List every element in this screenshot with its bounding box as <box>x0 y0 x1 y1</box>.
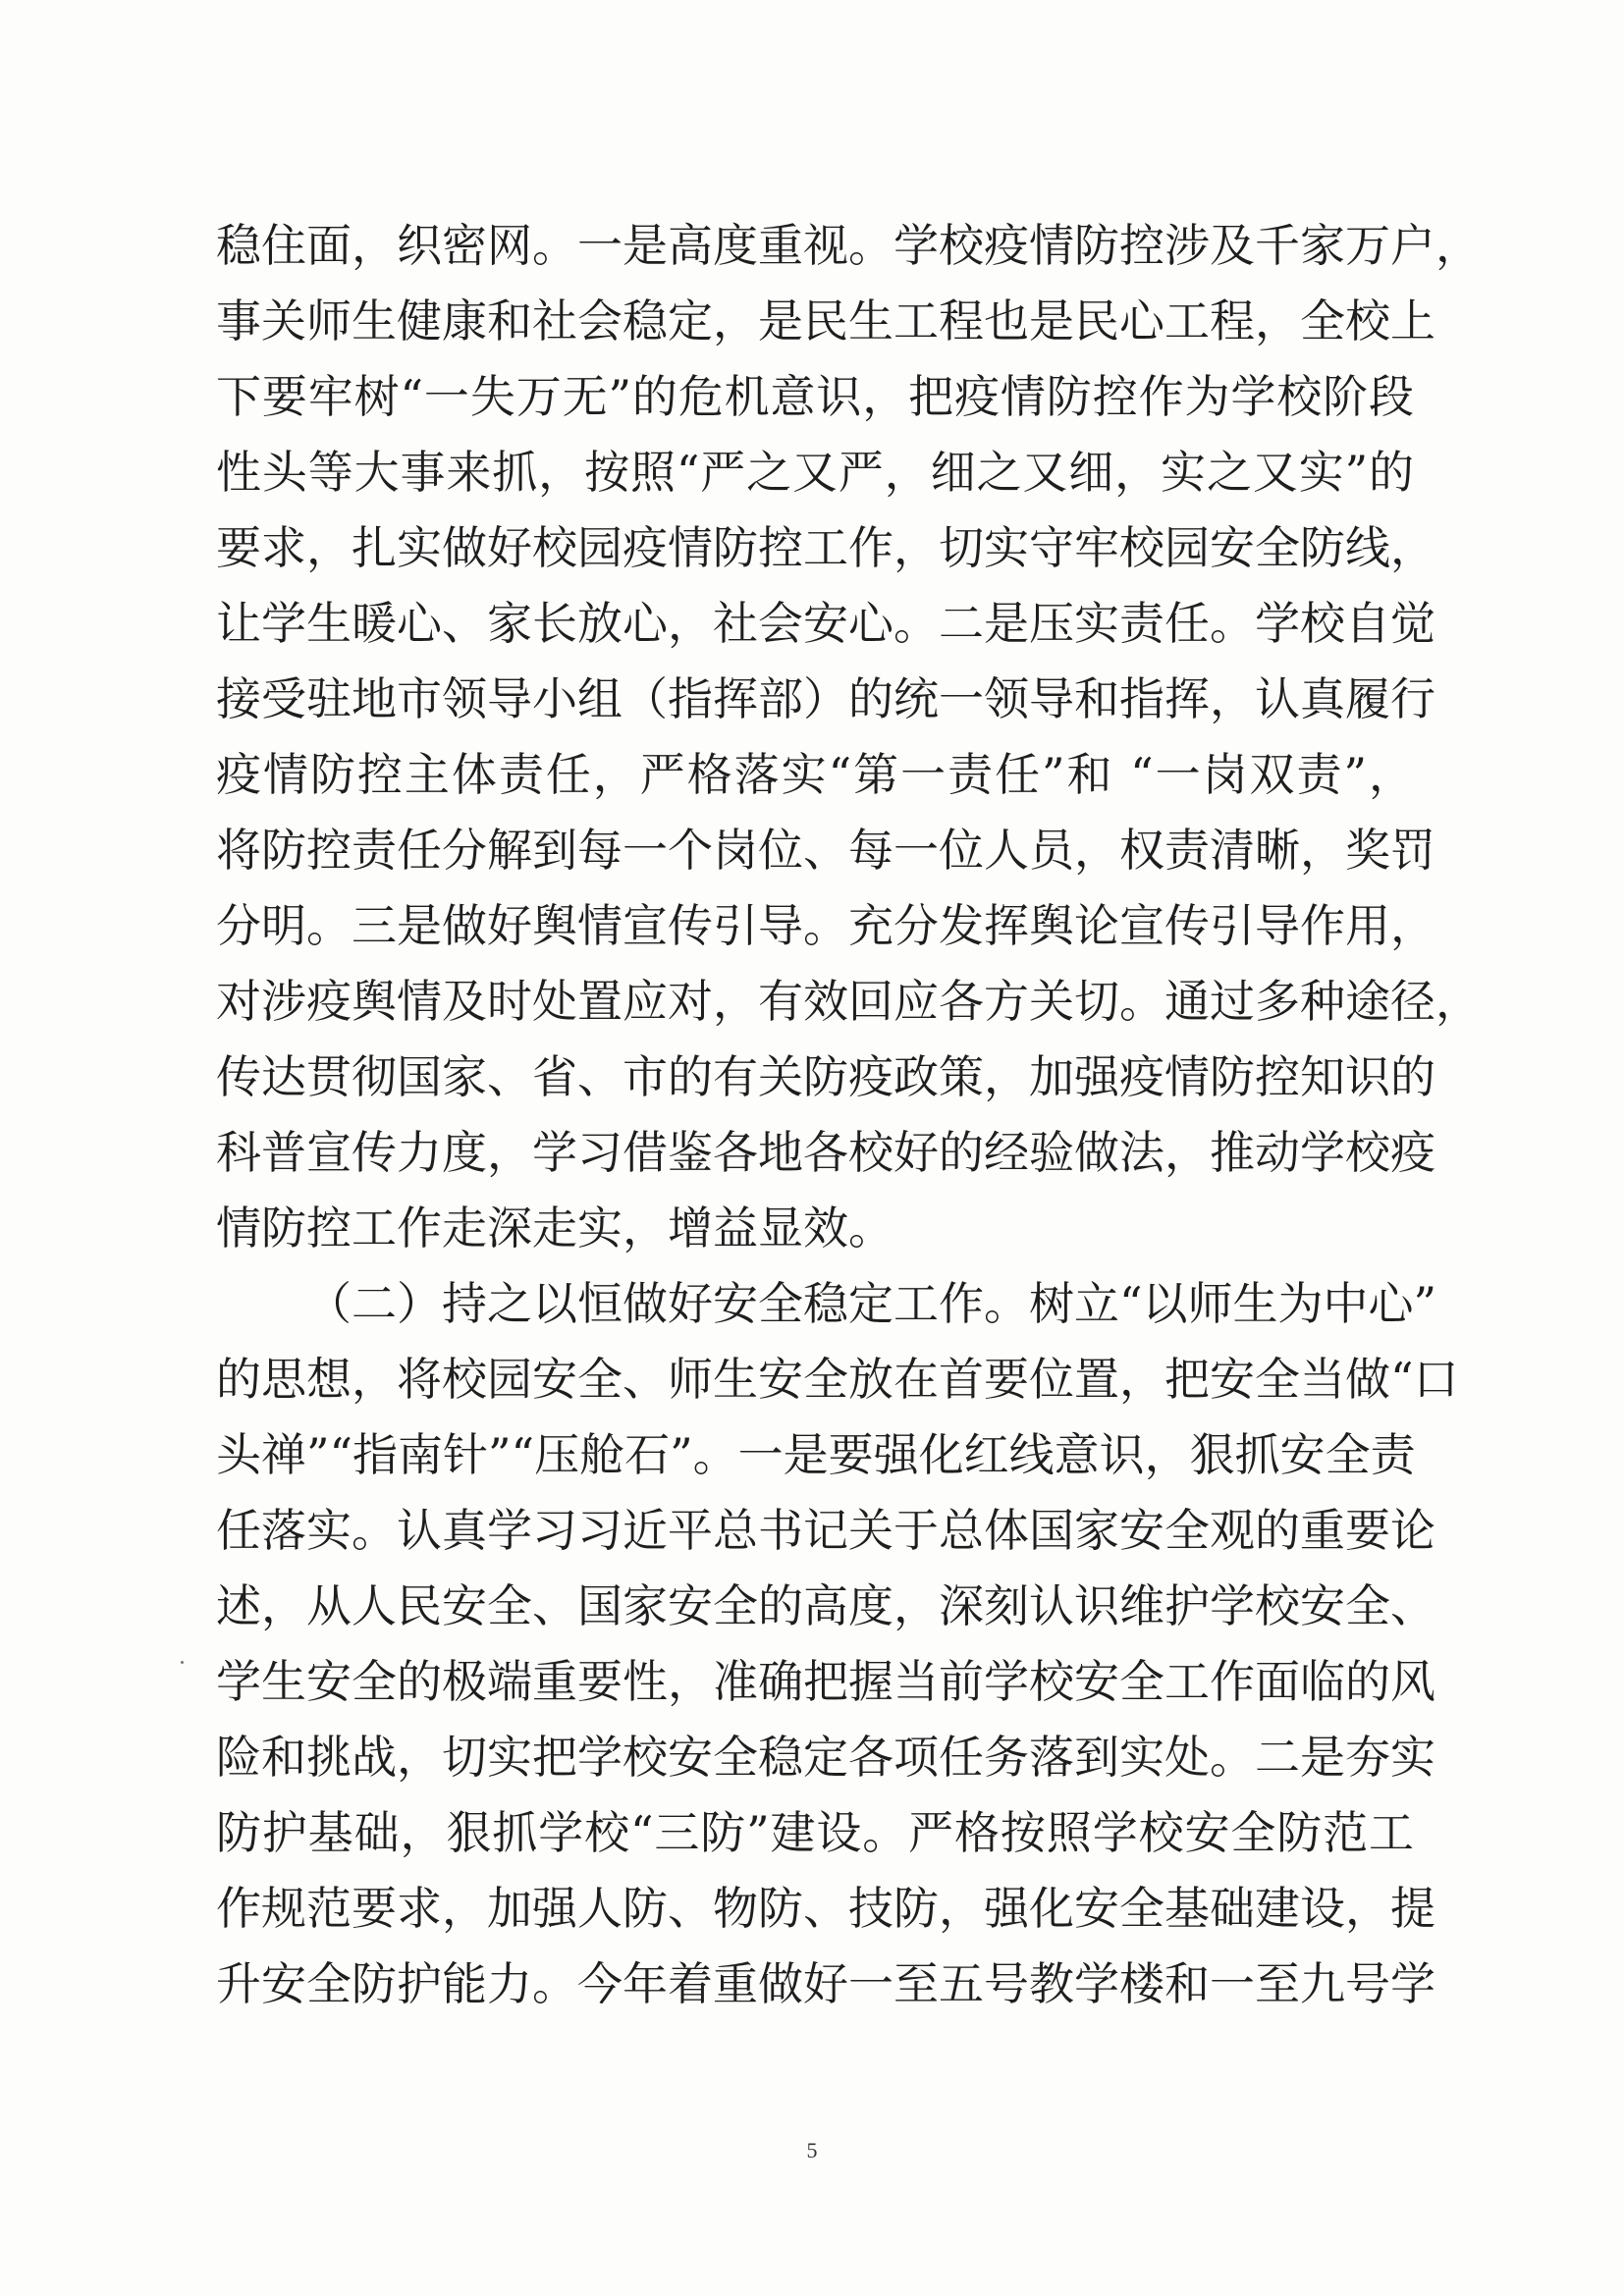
paragraph-1 <box>216 208 1481 1266</box>
text-line: 作规范要求，加强人防、物防、技防，强化安全基础建设，提 <box>216 1882 1435 1935</box>
text-line: 述，从人民安全、国家安全的高度，深刻认识维护学校安全、 <box>216 1579 1435 1632</box>
page-number: 5 <box>806 2138 818 2163</box>
text-line: 疫情防控主体责任，严格落实“第一责任”和 “一岗双责”， <box>216 748 1414 801</box>
text-line: 稳住面，织密网。一是高度重视。学校疫情防控涉及千家万户， <box>216 219 1481 272</box>
text-line: 任落实。认真学习习近平总书记关于总体国家安全观的重要论 <box>216 1504 1435 1557</box>
scan-speck <box>181 1661 184 1664</box>
text-line: 对涉疫舆情及时处置应对，有效回应各方关切。通过多种途径， <box>216 975 1481 1028</box>
text-line: 头禅”“指南针”“压舱石”。一是要强化红线意识，狠抓安全责 <box>216 1428 1416 1481</box>
text-line: 分明。三是做好舆情宣传引导。充分发挥舆论宣传引导作用， <box>216 899 1435 952</box>
text-line: 防护基础，狠抓学校“三防”建设。严格按照学校安全防范工 <box>216 1806 1414 1859</box>
text-line: 事关师生健康和社会稳定，是民生工程也是民心工程，全校上 <box>216 294 1435 347</box>
text-line: 性头等大事来抓，按照“严之又严，细之又细，实之又实”的 <box>216 446 1414 499</box>
text-line: 下要牢树“一失万无”的危机意识，把疫情防控作为学校阶段 <box>216 370 1414 423</box>
text-line: 接受驻地市领导小组（指挥部）的统一领导和指挥，认真履行 <box>216 672 1435 725</box>
text-line: 升安全防护能力。今年着重做好一至五号教学楼和一至九号学 <box>216 1957 1435 2010</box>
text-line: 的思想，将校园安全、师生安全放在首要位置，把安全当做“口 <box>216 1353 1459 1406</box>
text-line: 险和挑战，切实把学校安全稳定各项任务落到实处。二是夯实 <box>216 1731 1435 1784</box>
text-line: 学生安全的极端重要性，准确把握当前学校安全工作面临的风 <box>216 1655 1435 1708</box>
text-line: 科普宣传力度，学习借鉴各地各校好的经验做法，推动学校疫 <box>216 1126 1435 1179</box>
text-line: 情防控工作走深走实，增益显效。 <box>216 1201 893 1255</box>
paragraph-2 <box>216 1266 1459 2022</box>
text-line: 将防控责任分解到每一个岗位、每一位人员，权责清晰，奖罚 <box>216 824 1435 877</box>
text-line: 要求，扎实做好校园疫情防控工作，切实守牢校园安全防线， <box>216 521 1435 574</box>
text-line: 让学生暖心、家长放心，社会安心。二是压实责任。学校自觉 <box>216 597 1435 650</box>
section-heading-line: （二）持之以恒做好安全稳定工作。树立“以师生为中心” <box>306 1277 1437 1330</box>
text-line: 传达贯彻国家、省、市的有关防疫政策，加强疫情防控知识的 <box>216 1050 1435 1103</box>
document-body <box>216 208 1481 2022</box>
